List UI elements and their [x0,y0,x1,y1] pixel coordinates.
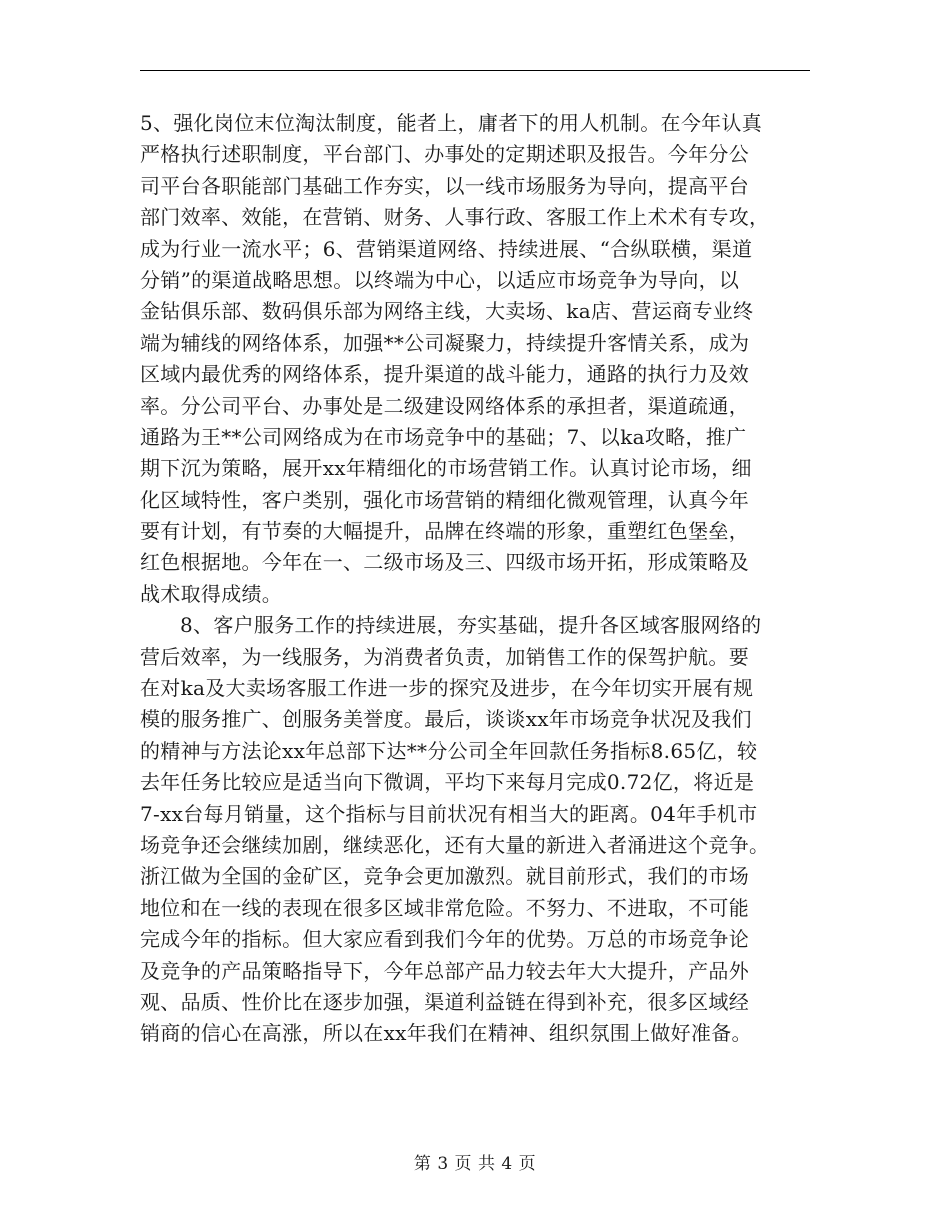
text-line: 率。分公司平台、办事处是二级建设网络体系的承担者，渠道疏通， [140,393,749,418]
text-line: 通路为王**公司网络成为在市场竞争中的基础；7、以ka攻略，推广 [140,424,747,449]
text-line: 的精神与方法论xx年总部下达**分公司全年回款任务指标8.65亿，较 [140,738,758,763]
text-line: 浙江做为全国的金矿区，竞争会更加激烈。就目前形式，我们的市场 [140,864,749,889]
text-line: 模的服务推广、创服务美誉度。最后，谈谈xx年市场竞争状况及我们 [140,707,752,732]
text-line: 5、强化岗位末位淘汰制度，能者上，庸者下的用人机制。在今年认真 [140,111,763,135]
text-line: 部门效率、效能，在营销、财务、人事行政、客服工作上术术有专攻， [140,205,770,230]
text-line: 在对ka及大卖场客服工作进一步的探究及进步，在今年切实开展有规 [140,676,754,701]
text-line: 端为辅线的网络体系，加强**公司凝聚力，持续提升客情关系，成为 [140,330,750,355]
text-line: 区域内最优秀的网络体系，提升渠道的战斗能力，通路的执行力及效 [140,362,749,387]
text-line: 营后效率，为一线服务，为消费者负责，加销售工作的保驾护航。要 [140,644,749,669]
text-line: 地位和在一线的表现在很多区域非常危险。不努力、不进取，不可能 [140,895,749,920]
text-line: 战术取得成绩。 [140,581,283,606]
text-line: 化区域特性，客户类别，强化市场营销的精细化微观管理，认真今年 [140,487,749,512]
text-line: 7-xx台每月销量，这个指标与目前状况有相当大的距离。04年手机市 [140,801,758,826]
paragraph-start-line: 8、客户服务工作的持续进展，夯实基础，提升各区域客服网络的 [180,613,762,638]
text-line: 销商的信心在高涨，所以在xx年我们在精神、组织氛围上做好准备。 [140,1021,752,1046]
text-line: 完成今年的指标。但大家应看到我们今年的优势。万总的市场竞争论 [140,927,749,952]
text-line: 红色根据地。今年在一、二级市场及三、四级市场开拓，形成策略及 [140,550,749,575]
text-line: 期下沉为策略，展开xx年精细化的市场营销工作。认真讨论市场，细 [140,456,752,481]
header-rule [140,70,810,71]
text-line: 去年任务比较应是适当向下微调，平均下来每月完成0.72亿，将近是 [140,770,755,795]
document-body [140,108,810,1050]
page-number-footer: 第 3 页 共 4 页 [413,1154,537,1174]
text-line: 要有计划，有节奏的大幅提升，品牌在终端的形象，重塑红色堡垒， [140,519,749,544]
text-line: 分销”的渠道战略思想。以终端为中心，以适应市场竞争为导向，以 [140,267,740,292]
text-line: 严格执行述职制度，平台部门、办事处的定期述职及报告。今年分公 [140,142,749,167]
text-line: 场竞争还会继续加剧，继续恶化，还有大量的新进入者涌进这个竞争。 [140,832,770,857]
text-line: 司平台各职能部门基础工作夯实，以一线市场服务为导向，提高平台 [140,173,749,198]
text-line: 及竞争的产品策略指导下，今年总部产品力较去年大大提升，产品外 [140,958,749,983]
text-line: 成为行业一流水平；6、营销渠道网络、持续进展、“合纵联横，渠道 [140,236,753,261]
text-line: 金钻俱乐部、数码俱乐部为网络主线，大卖场、ka店、营运商专业终 [140,299,754,324]
text-line: 观、品质、性价比在逐步加强，渠道利益链在得到补充，很多区域经 [140,989,749,1014]
